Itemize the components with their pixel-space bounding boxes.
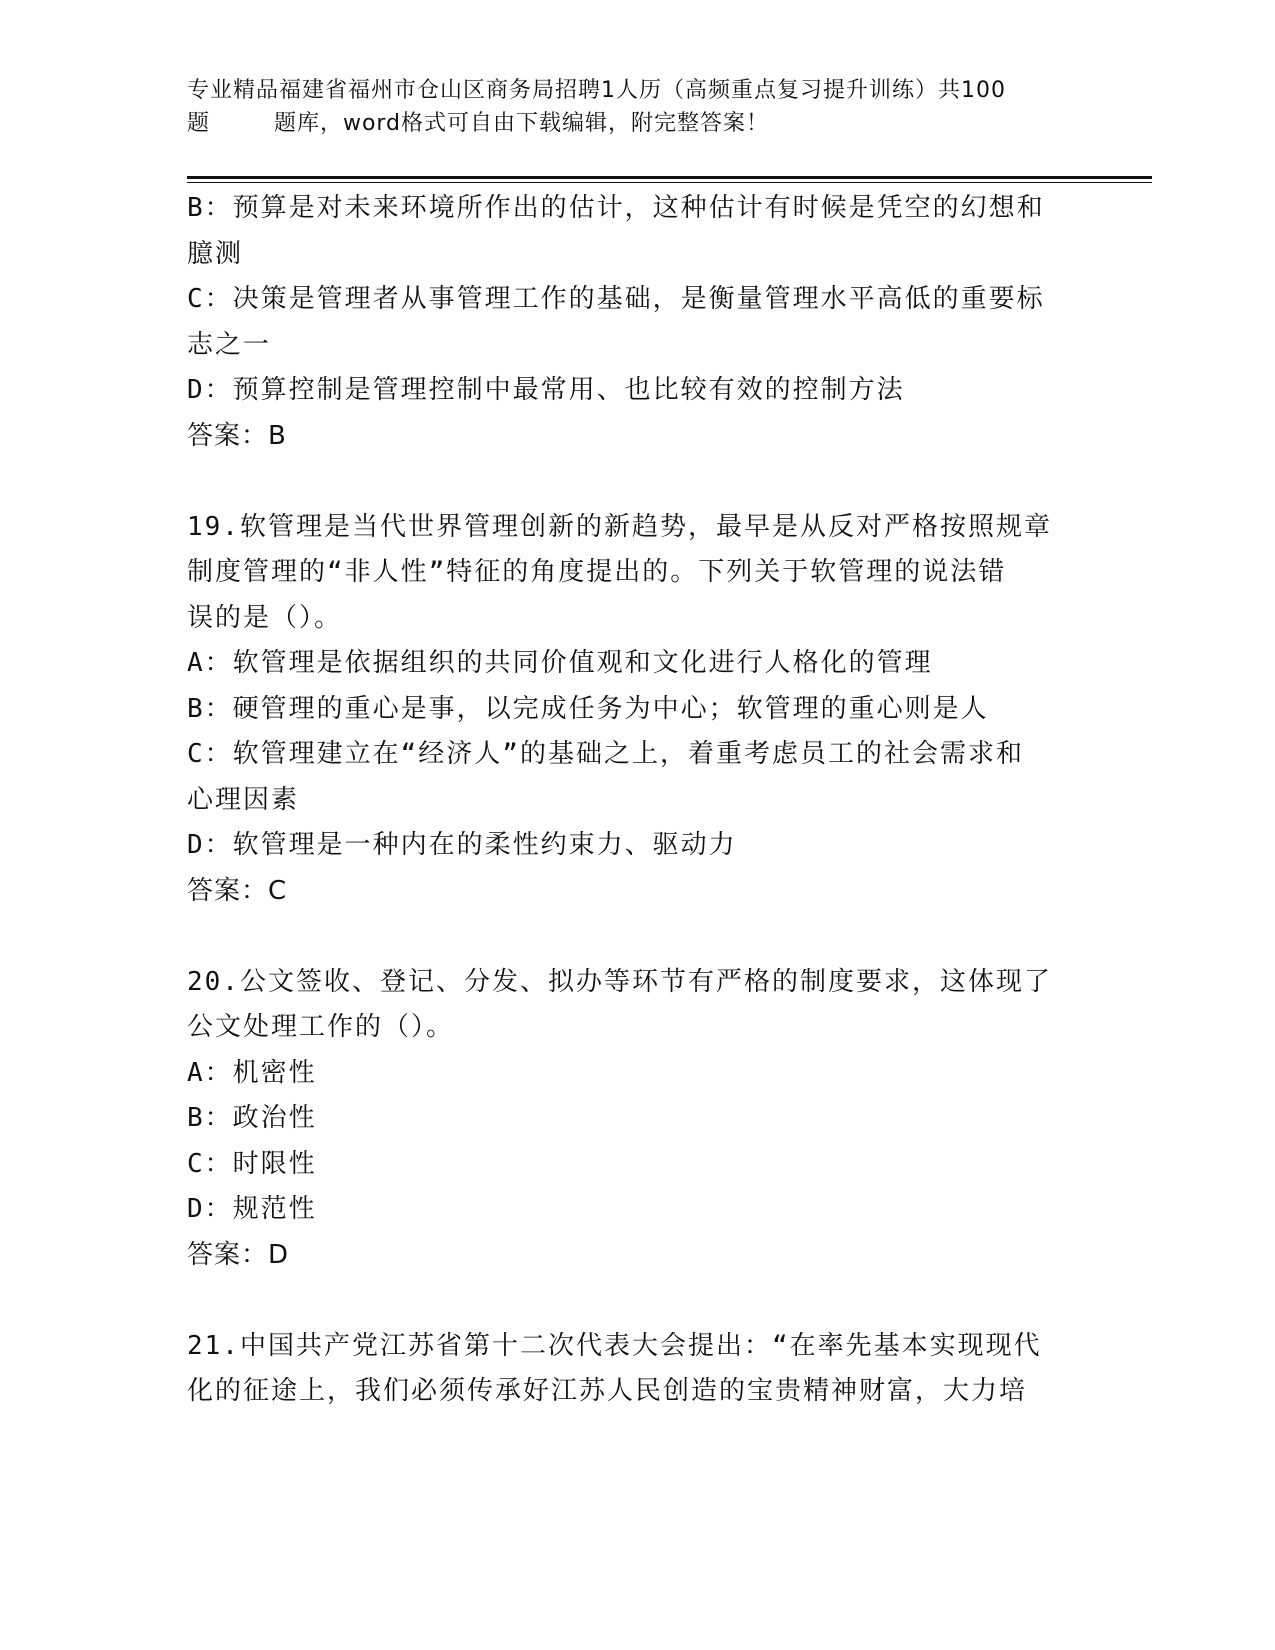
question-21: [187, 1324, 1087, 1415]
question-stem-line-1: 20.公文签收、登记、分发、拟办等环节有严格的制度要求，这体现了: [187, 966, 1052, 997]
spacer: [187, 1278, 1087, 1324]
answer: 答案：D: [187, 1239, 290, 1270]
answer: 答案：C: [187, 875, 288, 906]
option-b: B：政治性: [187, 1103, 317, 1133]
answer: 答案：B: [187, 420, 287, 451]
header-title-line-1: 专业精品福建省福州市仓山区商务局招聘1人历（高频重点复习提升训练）共100: [187, 78, 1006, 103]
option-c-line-1: C：软管理建立在“经济人”的基础之上，着重考虑员工的社会需求和: [187, 739, 1024, 769]
question-20: [187, 960, 1087, 1279]
question-18: [187, 186, 1087, 459]
option-a: A：软管理是依据组织的共同价值观和文化进行人格化的管理: [187, 648, 933, 678]
option-c-line-2: 心理因素: [187, 784, 300, 815]
question-stem-line-1: 21.中国共产党江苏省第十二次代表大会提出：“在率先基本实现现代: [187, 1330, 1042, 1361]
option-c-line-1: C：决策是管理者从事管理工作的基础，是衡量管理水平高低的重要标: [187, 284, 1045, 314]
option-d: D：规范性: [187, 1194, 317, 1224]
question-stem-line-2: 制度管理的“非人性”特征的角度提出的。下列关于软管理的说法错: [187, 557, 1007, 587]
header-divider-thick: [187, 176, 1152, 179]
question-stem-line-3: 误的是（）。: [187, 602, 343, 633]
option-c-line-2: 志之一: [187, 329, 272, 360]
spacer: [187, 914, 1087, 960]
question-19: [187, 505, 1087, 915]
option-d: D：软管理是一种内在的柔性约束力、驱动力: [187, 830, 737, 860]
option-b: B：硬管理的重心是事，以完成任务为中心；软管理的重心则是人: [187, 693, 989, 724]
header-title-line-2: 题 题库，word格式可自由下载编辑，附完整答案！: [187, 111, 770, 136]
page-header: [187, 74, 1087, 140]
option-a: A：机密性: [187, 1057, 317, 1088]
option-b-line-1: B：预算是对未来环境所作出的估计，这种估计有时候是凭空的幻想和: [187, 193, 1045, 223]
document-body: [187, 186, 1087, 1415]
question-stem-line-2: 公文处理工作的（）。: [187, 1012, 455, 1042]
option-c: C：时限性: [187, 1148, 317, 1179]
option-d: D：预算控制是管理控制中最常用、也比较有效的控制方法: [187, 375, 905, 405]
header-divider-thin: [187, 182, 1152, 183]
question-stem-line-2: 化的征途上，我们必须传承好江苏人民创造的宝贵精神财富，大力培: [187, 1376, 1028, 1406]
spacer: [187, 459, 1087, 505]
option-b-line-2: 臆测: [187, 238, 244, 269]
question-stem-line-1: 19.软管理是当代世界管理创新的新趋势，最早是从反对严格按照规章: [187, 511, 1052, 542]
